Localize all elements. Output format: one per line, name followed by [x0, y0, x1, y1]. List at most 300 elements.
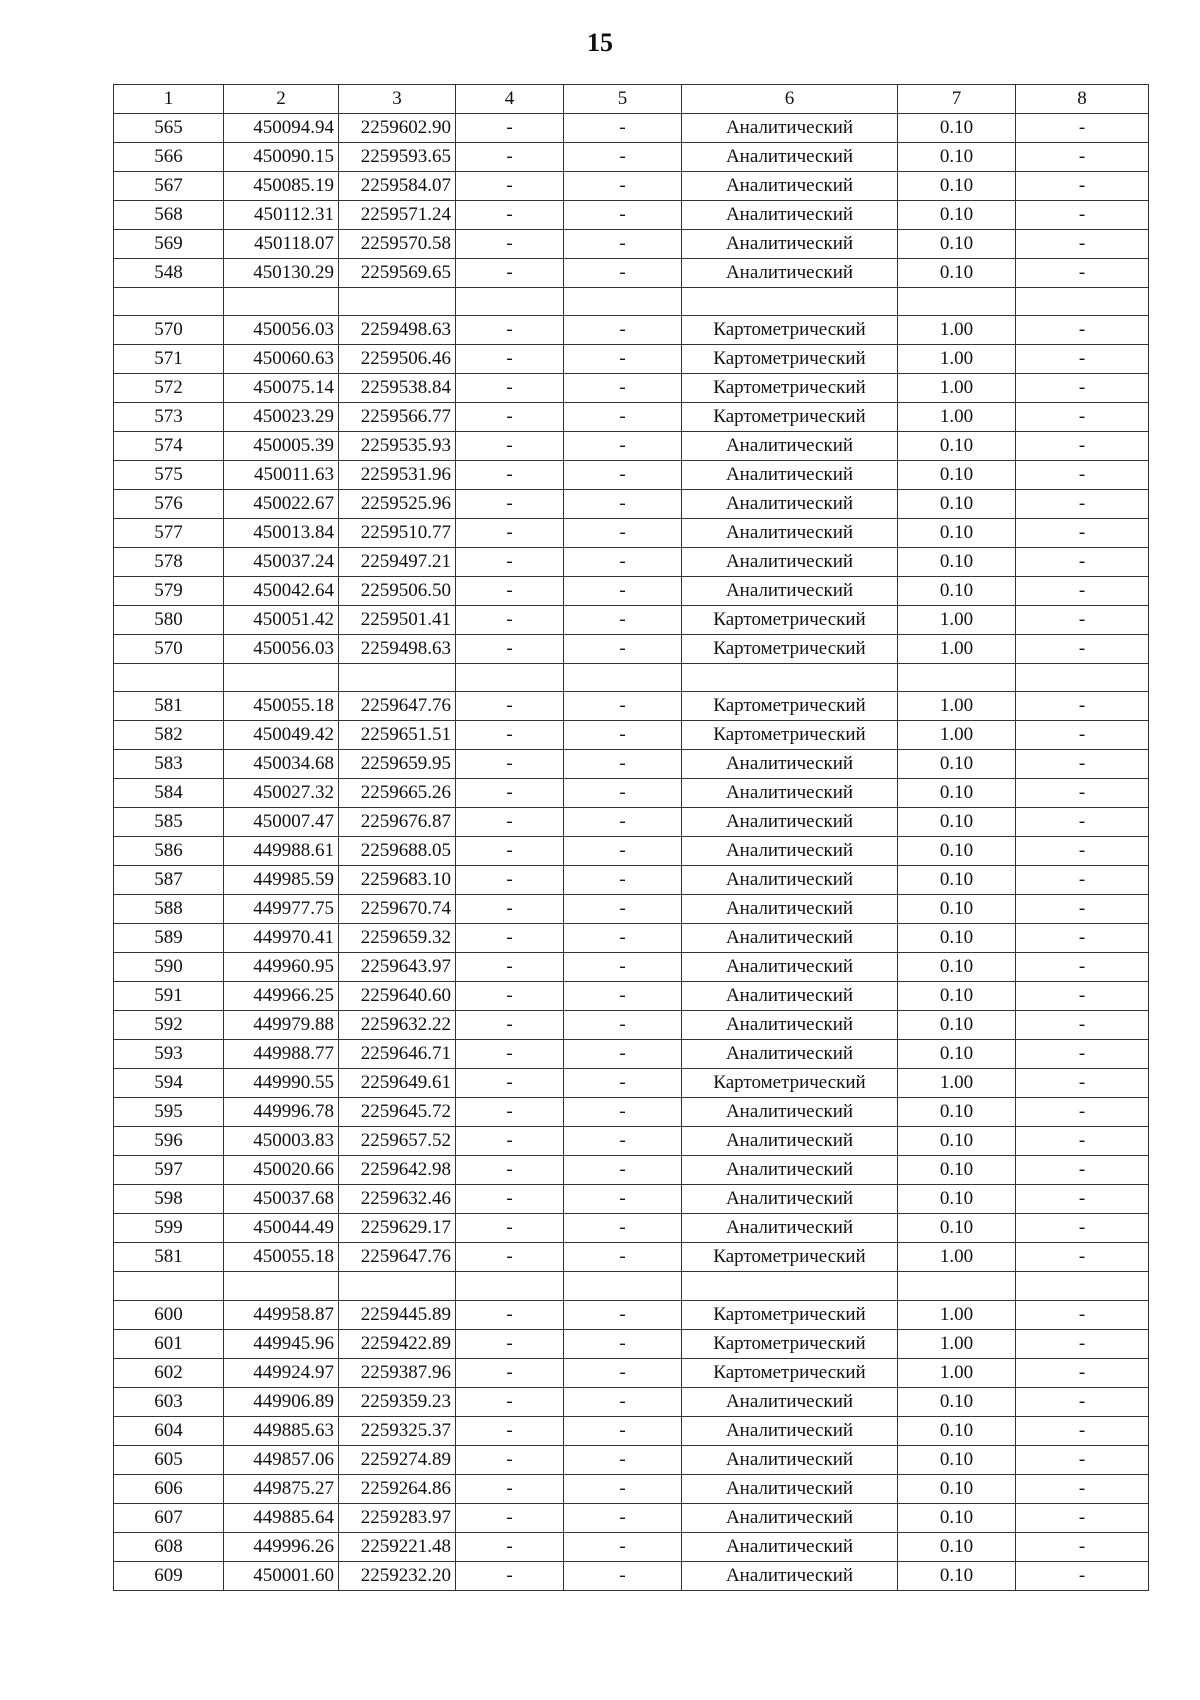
- table-cell: Картометрический: [682, 316, 898, 345]
- table-cell: Аналитический: [682, 1214, 898, 1243]
- table-cell: -: [456, 635, 564, 664]
- table-cell: 548: [114, 259, 224, 288]
- table-cell: 449977.75: [224, 895, 339, 924]
- table-row: [114, 548, 1149, 577]
- table-cell: -: [564, 1069, 682, 1098]
- table-cell: 0.10: [898, 1532, 1016, 1561]
- table-cell: -: [1016, 230, 1149, 259]
- table-cell: 0.10: [898, 490, 1016, 519]
- table-cell: 576: [114, 490, 224, 519]
- table-cell: 1.00: [898, 1300, 1016, 1329]
- table-cell: -: [456, 230, 564, 259]
- table-cell: 2259535.93: [339, 432, 456, 461]
- table-row: [114, 461, 1149, 490]
- table-cell: -: [456, 432, 564, 461]
- table-cell: 449988.61: [224, 837, 339, 866]
- table-cell: [564, 1272, 682, 1300]
- header-cell: 2: [224, 85, 339, 114]
- table-cell: -: [1016, 1300, 1149, 1329]
- table-cell: 596: [114, 1127, 224, 1156]
- table-cell: 2259647.76: [339, 1243, 456, 1272]
- table-cell: Картометрический: [682, 374, 898, 403]
- table-cell: -: [1016, 345, 1149, 374]
- table-cell: -: [564, 172, 682, 201]
- table-cell: 450055.18: [224, 692, 339, 721]
- table-cell: -: [564, 1503, 682, 1532]
- table-cell: 450049.42: [224, 721, 339, 750]
- table-cell: [114, 288, 224, 316]
- table-cell: [224, 1272, 339, 1300]
- table-cell: [114, 664, 224, 692]
- table-cell: [564, 664, 682, 692]
- table-cell: 589: [114, 924, 224, 953]
- table-cell: 2259659.95: [339, 750, 456, 779]
- table-cell: 449875.27: [224, 1474, 339, 1503]
- table-cell: 588: [114, 895, 224, 924]
- table-cell: 0.10: [898, 953, 1016, 982]
- table-cell: -: [564, 721, 682, 750]
- table-row: [114, 606, 1149, 635]
- table-row: [114, 345, 1149, 374]
- table-cell: 586: [114, 837, 224, 866]
- table-cell: -: [1016, 316, 1149, 345]
- table-cell: -: [1016, 1243, 1149, 1272]
- table-row: [114, 1243, 1149, 1272]
- table-cell: Картометрический: [682, 721, 898, 750]
- table-cell: -: [456, 924, 564, 953]
- table-cell: 0.10: [898, 577, 1016, 606]
- table-cell: -: [456, 692, 564, 721]
- table-cell: -: [564, 1474, 682, 1503]
- table-cell: -: [456, 403, 564, 432]
- table-cell: [456, 664, 564, 692]
- table-cell: 0.10: [898, 837, 1016, 866]
- table-cell: Аналитический: [682, 461, 898, 490]
- table-row: [114, 1069, 1149, 1098]
- table-cell: 2259643.97: [339, 953, 456, 982]
- table-header-row: [114, 85, 1149, 114]
- table-cell: 450001.60: [224, 1561, 339, 1590]
- table-cell: -: [564, 1156, 682, 1185]
- table-cell: 1.00: [898, 316, 1016, 345]
- table-cell: -: [564, 519, 682, 548]
- table-cell: Аналитический: [682, 779, 898, 808]
- table-cell: 449966.25: [224, 982, 339, 1011]
- table-cell: 0.10: [898, 432, 1016, 461]
- table-row: [114, 1300, 1149, 1329]
- table-cell: 0.10: [898, 1156, 1016, 1185]
- table-cell: 2259497.21: [339, 548, 456, 577]
- table-row: [114, 1185, 1149, 1214]
- table-cell: 571: [114, 345, 224, 374]
- table-cell: 450118.07: [224, 230, 339, 259]
- table-cell: 595: [114, 1098, 224, 1127]
- table-row: [114, 1445, 1149, 1474]
- table-cell: -: [456, 577, 564, 606]
- table-cell: -: [1016, 692, 1149, 721]
- table-cell: 600: [114, 1300, 224, 1329]
- table-cell: [564, 288, 682, 316]
- table-cell: 449996.78: [224, 1098, 339, 1127]
- table-cell: 572: [114, 374, 224, 403]
- header-cell: 8: [1016, 85, 1149, 114]
- table-row: [114, 924, 1149, 953]
- table-cell: Аналитический: [682, 1474, 898, 1503]
- table-row: [114, 635, 1149, 664]
- table-cell: -: [456, 779, 564, 808]
- header-cell: 4: [456, 85, 564, 114]
- table-cell: 2259646.71: [339, 1040, 456, 1069]
- table-row: [114, 1474, 1149, 1503]
- table-cell: -: [456, 1185, 564, 1214]
- table-cell: 570: [114, 316, 224, 345]
- table-cell: -: [1016, 1214, 1149, 1243]
- table-cell: -: [1016, 1011, 1149, 1040]
- table-cell: 2259665.26: [339, 779, 456, 808]
- table-cell: [682, 288, 898, 316]
- table-cell: Картометрический: [682, 1243, 898, 1272]
- table-cell: 582: [114, 721, 224, 750]
- table-cell: 450037.24: [224, 548, 339, 577]
- table-cell: 574: [114, 432, 224, 461]
- table-cell: 1.00: [898, 345, 1016, 374]
- table-cell: -: [564, 1416, 682, 1445]
- table-cell: -: [456, 345, 564, 374]
- table-cell: Аналитический: [682, 259, 898, 288]
- table-cell: 590: [114, 953, 224, 982]
- table-cell: -: [1016, 1069, 1149, 1098]
- table-cell: Аналитический: [682, 172, 898, 201]
- table-cell: -: [1016, 1098, 1149, 1127]
- table-cell: -: [456, 490, 564, 519]
- table-cell: -: [1016, 1532, 1149, 1561]
- table-cell: -: [1016, 1445, 1149, 1474]
- table-cell: 2259659.32: [339, 924, 456, 953]
- table-cell: Картометрический: [682, 403, 898, 432]
- table-cell: -: [1016, 1185, 1149, 1214]
- table-cell: -: [564, 606, 682, 635]
- coordinates-table: [113, 84, 1149, 1591]
- table-cell: 0.10: [898, 1561, 1016, 1590]
- table-cell: Аналитический: [682, 548, 898, 577]
- table-cell: 594: [114, 1069, 224, 1098]
- table-cell: 2259569.65: [339, 259, 456, 288]
- table-row: [114, 692, 1149, 721]
- header-cell: 3: [339, 85, 456, 114]
- table-cell: -: [564, 953, 682, 982]
- table-cell: 599: [114, 1214, 224, 1243]
- table-cell: 2259670.74: [339, 895, 456, 924]
- table-cell: 2259602.90: [339, 114, 456, 143]
- table-cell: Аналитический: [682, 808, 898, 837]
- table-cell: -: [564, 1243, 682, 1272]
- table-cell: [898, 288, 1016, 316]
- table-cell: 0.10: [898, 1127, 1016, 1156]
- table-cell: 609: [114, 1561, 224, 1590]
- table-cell: 0.10: [898, 461, 1016, 490]
- table-cell: Аналитический: [682, 866, 898, 895]
- table-cell: -: [456, 548, 564, 577]
- table-row: [114, 1329, 1149, 1358]
- table-cell: 450007.47: [224, 808, 339, 837]
- table-cell: -: [456, 1300, 564, 1329]
- table-cell: -: [456, 721, 564, 750]
- table-cell: Аналитический: [682, 201, 898, 230]
- table-cell: 0.10: [898, 750, 1016, 779]
- table-cell: 1.00: [898, 1243, 1016, 1272]
- table-cell: Аналитический: [682, 982, 898, 1011]
- table-cell: -: [564, 1300, 682, 1329]
- table-cell: -: [1016, 461, 1149, 490]
- table-cell: -: [1016, 721, 1149, 750]
- table-cell: -: [1016, 750, 1149, 779]
- table-cell: 450022.67: [224, 490, 339, 519]
- table-cell: 581: [114, 692, 224, 721]
- table-cell: [114, 1272, 224, 1300]
- table-cell: 0.10: [898, 259, 1016, 288]
- table-cell: Аналитический: [682, 1503, 898, 1532]
- table-cell: 450094.94: [224, 114, 339, 143]
- table-cell: Аналитический: [682, 230, 898, 259]
- table-cell: 587: [114, 866, 224, 895]
- table-cell: -: [456, 1445, 564, 1474]
- table-cell: 449990.55: [224, 1069, 339, 1098]
- table-cell: 0.10: [898, 1416, 1016, 1445]
- table-row: [114, 172, 1149, 201]
- table-row: [114, 1127, 1149, 1156]
- table-cell: 449958.87: [224, 1300, 339, 1329]
- table-cell: [1016, 1272, 1149, 1300]
- table-cell: -: [1016, 114, 1149, 143]
- table-row: [114, 1011, 1149, 1040]
- table-cell: -: [1016, 1358, 1149, 1387]
- table-cell: 592: [114, 1011, 224, 1040]
- table-cell: 2259422.89: [339, 1329, 456, 1358]
- table-cell: 449985.59: [224, 866, 339, 895]
- table-cell: -: [564, 345, 682, 374]
- table-cell: 581: [114, 1243, 224, 1272]
- table-cell: 1.00: [898, 374, 1016, 403]
- table-cell: 2259651.51: [339, 721, 456, 750]
- table-cell: 450011.63: [224, 461, 339, 490]
- table-cell: 0.10: [898, 808, 1016, 837]
- table-cell: -: [564, 461, 682, 490]
- table-cell: 565: [114, 114, 224, 143]
- table-cell: 450060.63: [224, 345, 339, 374]
- table-cell: -: [564, 1011, 682, 1040]
- table-cell: -: [1016, 1416, 1149, 1445]
- table-cell: 597: [114, 1156, 224, 1185]
- table-row: [114, 432, 1149, 461]
- table-cell: Картометрический: [682, 635, 898, 664]
- table-cell: -: [564, 201, 682, 230]
- page-number: 15: [587, 28, 613, 57]
- table-row: [114, 721, 1149, 750]
- table-cell: Картометрический: [682, 1358, 898, 1387]
- table-row: [114, 1156, 1149, 1185]
- header-cell: 7: [898, 85, 1016, 114]
- table-cell: 0.10: [898, 1387, 1016, 1416]
- table-cell: -: [456, 1069, 564, 1098]
- table-cell: 0.10: [898, 866, 1016, 895]
- table-row: [114, 490, 1149, 519]
- table-cell: -: [564, 1185, 682, 1214]
- table-cell: Аналитический: [682, 490, 898, 519]
- table-row-separator: [114, 288, 1149, 316]
- table-cell: -: [1016, 982, 1149, 1011]
- table-cell: -: [1016, 1503, 1149, 1532]
- table-cell: -: [456, 1011, 564, 1040]
- table-cell: 0.10: [898, 1098, 1016, 1127]
- table-cell: 2259649.61: [339, 1069, 456, 1098]
- table-cell: 1.00: [898, 606, 1016, 635]
- table-cell: [456, 1272, 564, 1300]
- table-cell: -: [564, 490, 682, 519]
- table-cell: 0.10: [898, 143, 1016, 172]
- table-row: [114, 1561, 1149, 1590]
- table-cell: 2259571.24: [339, 201, 456, 230]
- table-cell: -: [1016, 606, 1149, 635]
- table-cell: -: [1016, 1127, 1149, 1156]
- table-cell: -: [1016, 548, 1149, 577]
- table-cell: -: [564, 548, 682, 577]
- table-cell: -: [564, 374, 682, 403]
- table-cell: Аналитический: [682, 577, 898, 606]
- table-cell: 591: [114, 982, 224, 1011]
- table-cell: 450005.39: [224, 432, 339, 461]
- table-cell: -: [456, 1387, 564, 1416]
- table-cell: [898, 664, 1016, 692]
- table-cell: 449960.95: [224, 953, 339, 982]
- table-cell: -: [1016, 837, 1149, 866]
- table-row-separator: [114, 664, 1149, 692]
- table-cell: 0.10: [898, 201, 1016, 230]
- table-cell: 598: [114, 1185, 224, 1214]
- table-cell: -: [456, 982, 564, 1011]
- table-cell: Аналитический: [682, 519, 898, 548]
- table-cell: 2259510.77: [339, 519, 456, 548]
- table-cell: -: [456, 1474, 564, 1503]
- table-cell: Аналитический: [682, 1185, 898, 1214]
- table-cell: -: [564, 577, 682, 606]
- table-cell: [339, 1272, 456, 1300]
- table-cell: 585: [114, 808, 224, 837]
- table-cell: 604: [114, 1416, 224, 1445]
- table-cell: 1.00: [898, 692, 1016, 721]
- table-cell: -: [456, 1098, 564, 1127]
- table-cell: 579: [114, 577, 224, 606]
- table-cell: -: [456, 1214, 564, 1243]
- table-cell: -: [456, 1156, 564, 1185]
- table-cell: 450056.03: [224, 316, 339, 345]
- table-cell: -: [564, 1358, 682, 1387]
- table-cell: 608: [114, 1532, 224, 1561]
- table-cell: -: [1016, 143, 1149, 172]
- table-row: [114, 808, 1149, 837]
- table-cell: -: [1016, 1156, 1149, 1185]
- table-cell: 2259264.86: [339, 1474, 456, 1503]
- table-cell: 449906.89: [224, 1387, 339, 1416]
- table-cell: Аналитический: [682, 924, 898, 953]
- table-cell: 1.00: [898, 1069, 1016, 1098]
- table-cell: -: [564, 316, 682, 345]
- table-row: [114, 1532, 1149, 1561]
- table-cell: 575: [114, 461, 224, 490]
- table-cell: Аналитический: [682, 1387, 898, 1416]
- table-row: [114, 143, 1149, 172]
- table-cell: 2259642.98: [339, 1156, 456, 1185]
- table-row: [114, 1503, 1149, 1532]
- table-cell: 2259566.77: [339, 403, 456, 432]
- table-cell: -: [1016, 635, 1149, 664]
- table-cell: -: [456, 606, 564, 635]
- table-cell: -: [456, 461, 564, 490]
- table-cell: -: [564, 114, 682, 143]
- table-cell: 2259445.89: [339, 1300, 456, 1329]
- table-cell: 2259325.37: [339, 1416, 456, 1445]
- table-cell: -: [564, 230, 682, 259]
- table-cell: -: [1016, 953, 1149, 982]
- table-cell: [682, 1272, 898, 1300]
- table-cell: 601: [114, 1329, 224, 1358]
- table-cell: 2259688.05: [339, 837, 456, 866]
- table-body: [114, 85, 1149, 1591]
- table-cell: -: [564, 982, 682, 1011]
- table-cell: 2259283.97: [339, 1503, 456, 1532]
- table-row: [114, 316, 1149, 345]
- table-cell: 2259531.96: [339, 461, 456, 490]
- table-cell: 567: [114, 172, 224, 201]
- table-cell: Аналитический: [682, 1156, 898, 1185]
- table-cell: 1.00: [898, 1329, 1016, 1358]
- table-row: [114, 114, 1149, 143]
- table-cell: -: [1016, 866, 1149, 895]
- table-cell: 449857.06: [224, 1445, 339, 1474]
- table-cell: 450037.68: [224, 1185, 339, 1214]
- table-cell: 449970.41: [224, 924, 339, 953]
- table-row: [114, 779, 1149, 808]
- table-cell: 602: [114, 1358, 224, 1387]
- table-cell: 450027.32: [224, 779, 339, 808]
- table-cell: Аналитический: [682, 895, 898, 924]
- table-cell: 2259232.20: [339, 1561, 456, 1590]
- table-cell: 583: [114, 750, 224, 779]
- table-cell: -: [456, 750, 564, 779]
- table-cell: 449996.26: [224, 1532, 339, 1561]
- table-cell: -: [564, 750, 682, 779]
- table-cell: 2259221.48: [339, 1532, 456, 1561]
- table-cell: Картометрический: [682, 1300, 898, 1329]
- table-cell: 450051.42: [224, 606, 339, 635]
- table-row: [114, 1040, 1149, 1069]
- table-cell: 450130.29: [224, 259, 339, 288]
- table-row: [114, 230, 1149, 259]
- table-cell: -: [456, 1358, 564, 1387]
- table-cell: 450090.15: [224, 143, 339, 172]
- table-cell: Картометрический: [682, 606, 898, 635]
- table-cell: -: [456, 374, 564, 403]
- table-cell: Аналитический: [682, 1532, 898, 1561]
- table-row: [114, 1416, 1149, 1445]
- table-cell: -: [564, 1214, 682, 1243]
- table-cell: -: [456, 1127, 564, 1156]
- table-cell: -: [564, 1387, 682, 1416]
- table-cell: 0.10: [898, 924, 1016, 953]
- table-cell: -: [564, 1127, 682, 1156]
- table-cell: -: [564, 924, 682, 953]
- table-cell: 450020.66: [224, 1156, 339, 1185]
- header-cell: 1: [114, 85, 224, 114]
